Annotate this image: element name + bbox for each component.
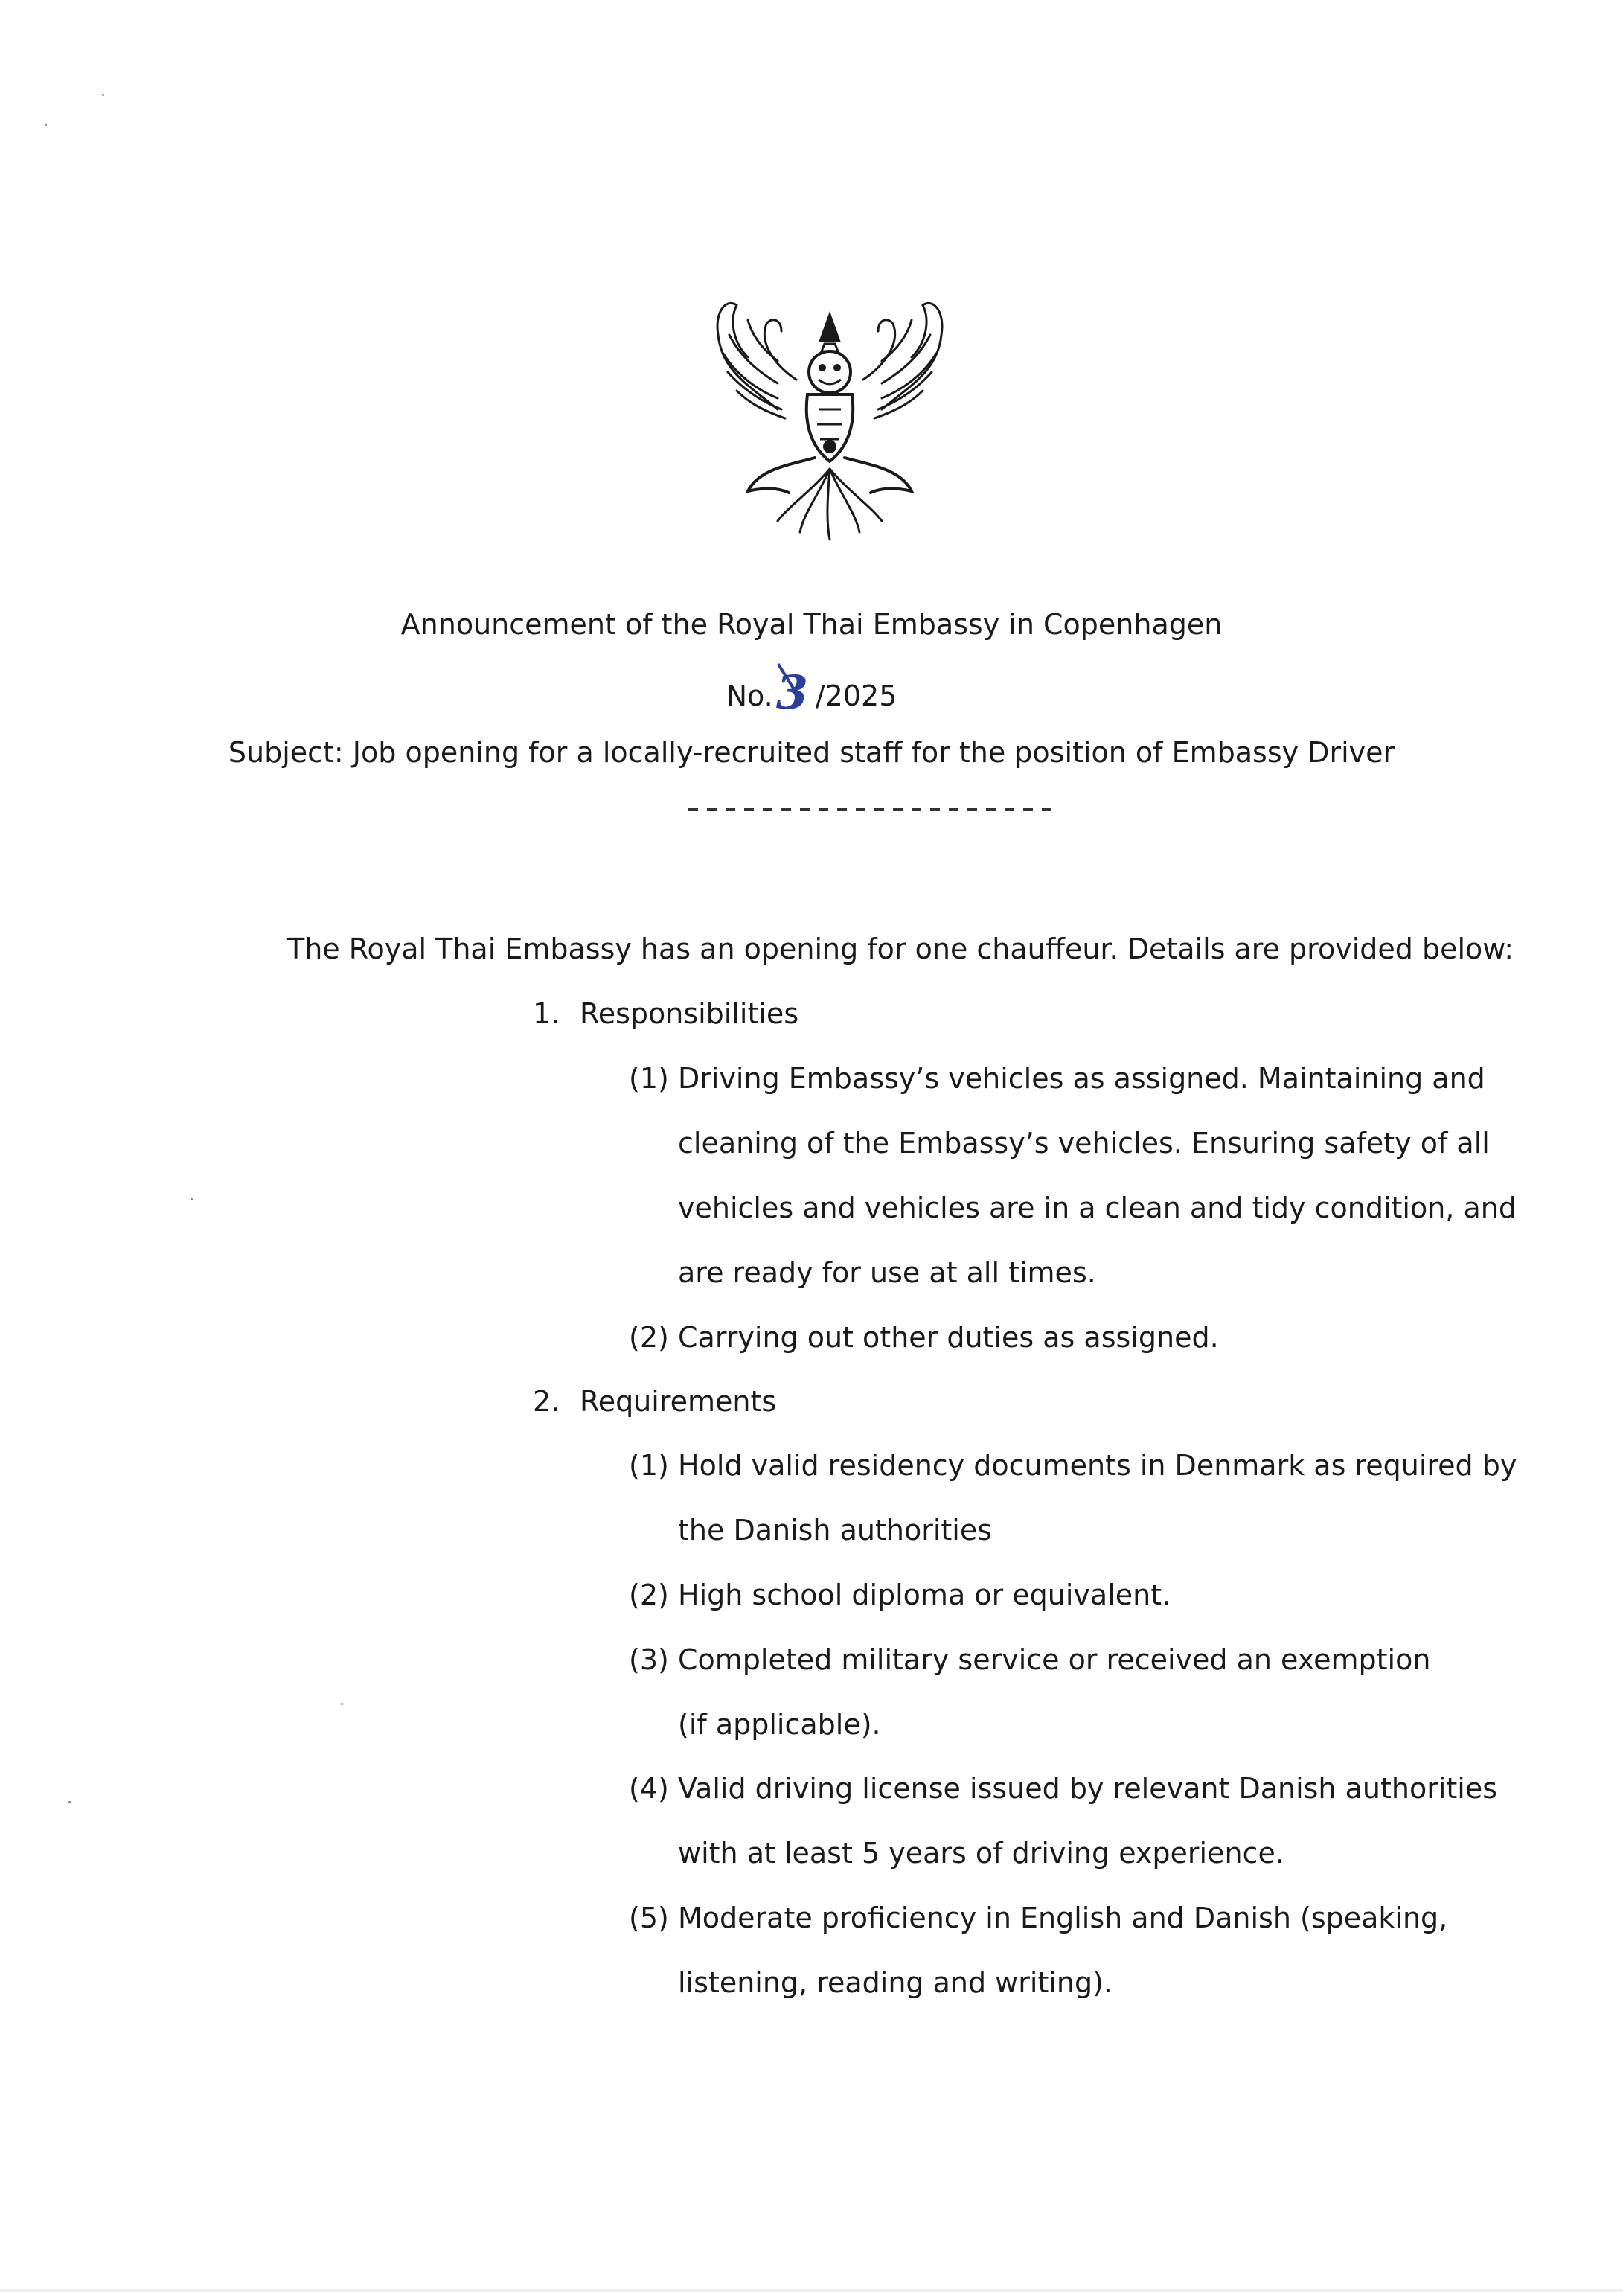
handwritten-number: 3 (775, 665, 808, 720)
item-marker: (2) (629, 1321, 669, 1354)
item-text-line: the Danish authorities (678, 1514, 993, 1547)
scan-speck (191, 1198, 193, 1200)
subject-line: Subject: Job opening for a locally-recruited staff for the position of Embassy Driver (228, 736, 1395, 769)
scan-speck (341, 1703, 343, 1705)
section-heading: Requirements (580, 1385, 777, 1418)
item-text-line: Moderate proficiency in English and Danish (speaking, (678, 1902, 1448, 1934)
item-marker: (1) (629, 1449, 669, 1482)
item-text-line: Hold valid residency documents in Denmark as required by (678, 1449, 1517, 1482)
item-marker: (1) (629, 1062, 669, 1095)
item-text-line: High school diploma or equivalent. (678, 1579, 1171, 1611)
item-text-line: cleaning of the Embassy’s vehicles. Ensuring safety of all (678, 1127, 1490, 1160)
scan-speck (45, 124, 47, 126)
number-suffix: /2025 (815, 679, 897, 712)
garuda-emblem-icon (707, 290, 953, 543)
section-marker: 1. (533, 997, 560, 1030)
item-marker: (2) (629, 1579, 669, 1611)
scan-speck (102, 94, 104, 96)
announcement-number (0, 665, 1623, 720)
item-text-line: Valid driving license issued by relevant Danish authorities (678, 1772, 1498, 1805)
intro-paragraph: The Royal Thai Embassy has an opening for one chauffeur. Details are provided below: (287, 933, 1514, 965)
item-text-line: Driving Embassy’s vehicles as assigned. Maintaining and (678, 1062, 1485, 1095)
item-text-line: listening, reading and writing). (678, 1966, 1113, 1999)
section-marker: 2. (533, 1385, 560, 1418)
page-edge (0, 2289, 1623, 2292)
item-marker: (5) (629, 1902, 669, 1934)
item-text-line: are ready for use at all times. (678, 1256, 1096, 1289)
item-text-line: Completed military service or received an exemption (678, 1643, 1431, 1676)
announcement-title: Announcement of the Royal Thai Embassy in Copenhagen (400, 608, 1223, 641)
item-text-line: Carrying out other duties as assigned. (678, 1321, 1219, 1354)
item-marker: (3) (629, 1643, 669, 1676)
number-prefix: No. (726, 679, 773, 712)
scan-speck (68, 1801, 71, 1803)
item-marker: (4) (629, 1772, 669, 1805)
item-text-line: with at least 5 years of driving experience. (678, 1837, 1284, 1870)
item-text-line: (if applicable). (678, 1708, 881, 1741)
section-heading: Responsibilities (580, 997, 799, 1030)
dashed-divider (688, 808, 1053, 811)
item-text-line: vehicles and vehicles are in a clean and tidy condition, and (678, 1192, 1517, 1224)
